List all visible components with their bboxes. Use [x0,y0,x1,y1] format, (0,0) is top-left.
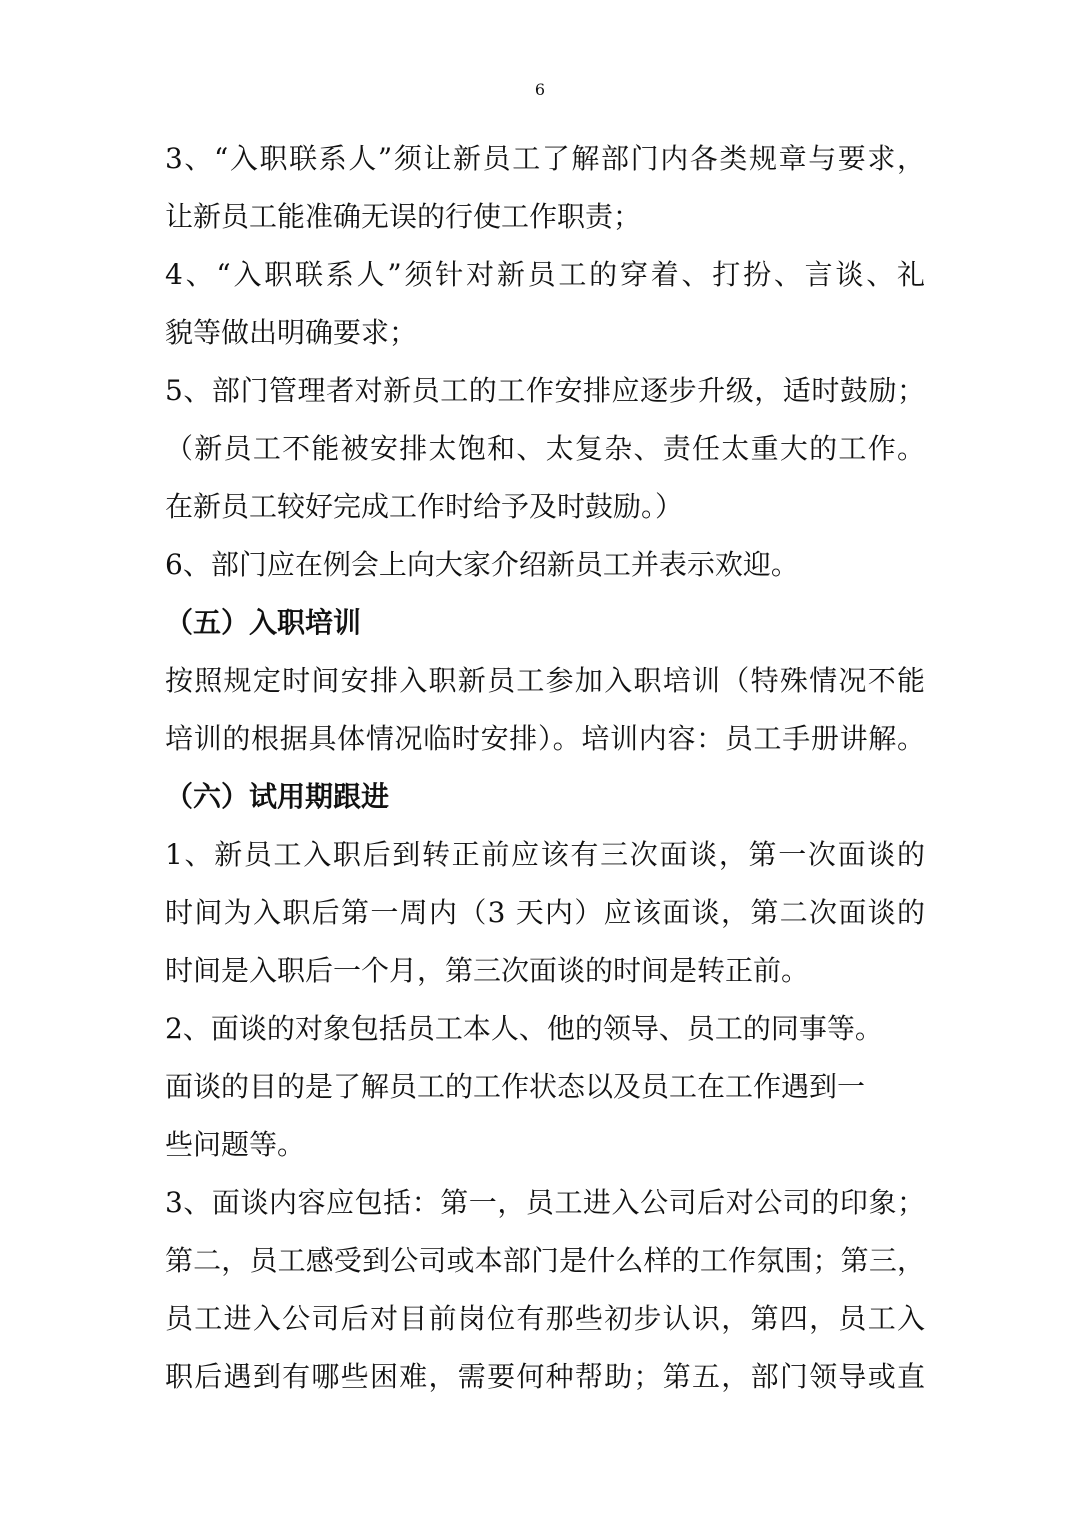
paragraph-line: 1、新员工入职后到转正前应该有三次面谈，第一次面谈的 [165,838,925,871]
paragraph-line: 面谈的目的是了解员工的工作状态以及员工在工作遇到一 [165,1070,866,1103]
paragraph-line: 时间为入职后第一周内（3 天内）应该面谈，第二次面谈的 [165,896,925,929]
page-number: 6 [534,80,546,99]
section-heading: （五）入职培训 [165,606,362,639]
paragraph-line: 第二，员工感受到公司或本部门是什么样的工作氛围；第三， [165,1244,925,1277]
paragraph-line: 2、面谈的对象包括员工本人、他的领导、员工的同事等。 [165,1012,883,1045]
paragraph-line: 貌等做出明确要求； [165,316,418,349]
paragraph-line: 按照规定时间安排入职新员工参加入职培训（特殊情况不能 [165,664,925,697]
section-heading: （六）试用期跟进 [165,780,390,813]
paragraph-line: 5、部门管理者对新员工的工作安排应逐步升级，适时鼓励； [165,374,925,407]
paragraph-line: 员工进入公司后对目前岗位有那些初步认识，第四，员工入 [165,1302,925,1335]
paragraph-line: 让新员工能准确无误的行使工作职责； [165,200,642,233]
paragraph-line: 职后遇到有哪些困难，需要何种帮助；第五，部门领导或直 [165,1360,925,1393]
paragraph-line: 3、“入职联系人”须让新员工了解部门内各类规章与要求， [165,142,925,175]
paragraph-line: 时间是入职后一个月，第三次面谈的时间是转正前。 [165,954,810,987]
paragraph-line: （新员工不能被安排太饱和、太复杂、责任太重大的工作。 [165,432,925,465]
paragraph-line: 3、面谈内容应包括：第一，员工进入公司后对公司的印象； [165,1186,925,1219]
paragraph-line: 培训的根据具体情况临时安排）。培训内容：员工手册讲解。 [165,722,925,755]
paragraph-line: 4、“入职联系人”须针对新员工的穿着、打扮、言谈、礼 [165,258,925,291]
paragraph-line: 6、部门应在例会上向大家介绍新员工并表示欢迎。 [165,548,799,581]
paragraph-line: 些问题等。 [165,1128,306,1161]
document-body [165,130,925,1406]
paragraph-line: 在新员工较好完成工作时给予及时鼓励。） [165,490,684,523]
